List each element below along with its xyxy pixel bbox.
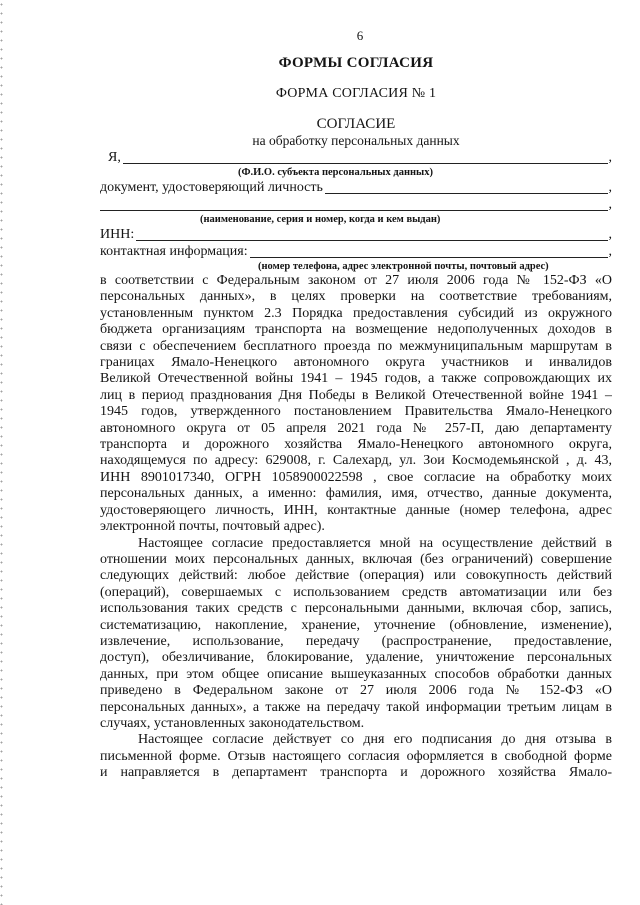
paragraph-3 — [100, 732, 612, 781]
contact-field-row — [100, 243, 612, 260]
document-field-row — [100, 179, 612, 196]
inn-input-line[interactable] — [136, 227, 607, 241]
inn-label: ИНН: — [100, 227, 135, 242]
paragraph-line: Великой Отечественной войны 1941 – 1945 годов, а также сопровождающих их — [100, 371, 612, 387]
paragraph-line: случаях, установленных законодательством. — [100, 715, 365, 731]
paragraph-line: транспорта и дорожного хозяйства Ямало-Ненецкого автономного округа, — [100, 437, 612, 453]
name-comma: , — [608, 150, 612, 165]
document-title: СОГЛАСИЕ — [316, 116, 396, 132]
scan-edge-dots — [0, 0, 3, 905]
paragraph-line: границах Ямало-Ненецкого автономного округа участников и инвалидов — [100, 355, 612, 371]
paragraph-line: автономного округа от 05 апреля 2021 года № 257-П, даю департаменту — [100, 420, 612, 436]
paragraph-line: удостоверяющего личность, ИНН, контактные данные (номер телефона, адрес — [100, 502, 612, 518]
paragraph-line: лиц в период празднования Дня Победы в Великой Отечественной войне 1941 – — [100, 387, 612, 403]
paragraph-line: (операций), совершаемых с использованием средств автоматизации или без — [100, 584, 612, 600]
document-field-row-2 — [100, 196, 612, 213]
paragraph-line: персональных данных», в целях проверки на соответствие требованиям, — [100, 289, 612, 305]
consent-body — [100, 273, 612, 782]
paragraph-line: 1945 годов, утвержденного постановлением Правительства Ямало-Ненецкого — [100, 404, 612, 420]
page-number: 6 — [356, 28, 364, 43]
paragraph-line: находящемуся по адресу: 629008, г. Салехард, ул. Зои Космодемьянской , д. 43, — [100, 453, 612, 469]
document-input-line[interactable] — [325, 180, 608, 194]
paragraph-line: доступ), обезличивание, блокирование, удаление, уничтожение персональных — [100, 650, 612, 666]
paragraph-line: и направляется в департамент транспорта и дорожного хозяйства Ямало- — [100, 765, 612, 781]
document-caption: (наименование, серия и номер, когда и кем выдан) — [200, 214, 441, 225]
paragraph-line: использования таких средств с персональными данными, включая сбор, запись, — [100, 601, 612, 617]
paragraph-line: в соответствии с Федеральным законом от 27 июля 2006 года № 152-ФЗ «О — [100, 273, 612, 288]
paragraph-line: ИНН 8901017340, ОГРН 1058900022598 , свое согласие на обработку моих — [100, 469, 612, 485]
document-page — [100, 28, 612, 782]
document-label: документ, удостоверяющий личность — [100, 180, 323, 195]
name-input-line[interactable] — [123, 150, 608, 164]
paragraph-line: Настоящее согласие действует со дня его подписания до дня отзыва в — [138, 732, 612, 748]
name-field-row — [100, 149, 612, 166]
contact-caption: (номер телефона, адрес электронной почты, почтовый адрес) — [258, 261, 549, 272]
paragraph-2 — [100, 536, 612, 733]
contact-comma: , — [608, 244, 612, 259]
document-comma-2: , — [608, 197, 612, 212]
section-title: ФОРМЫ СОГЛАСИЯ — [278, 55, 434, 71]
document-input-line-2[interactable] — [100, 197, 608, 211]
contact-input-line[interactable] — [250, 244, 608, 258]
paragraph-line: установленным пунктом 2.3 Порядка предоставления субсидий из окружного — [100, 305, 612, 321]
contact-label: контактная информация: — [100, 244, 248, 259]
paragraph-line: связи с обеспечением бесплатного проезда по межмуниципальным маршрутам в — [100, 338, 612, 354]
paragraph-line: систематизацию, накопление, хранение, уточнение (обновление, изменение), — [100, 617, 612, 633]
name-label: Я, — [108, 150, 121, 165]
paragraph-1 — [100, 273, 612, 536]
paragraph-line: персональных данных, а именно: фамилия, имя, отчество, данные документа, — [100, 486, 612, 502]
paragraph-line: данных, при этом общее описание вышеуказанных способов обработки данных — [100, 666, 612, 682]
paragraph-line: письменной форме. Отзыв настоящего согласия оформляется в свободной форме — [100, 748, 612, 764]
name-caption: (Ф.И.О. субъекта персональных данных) — [238, 167, 433, 178]
form-title: ФОРМА СОГЛАСИЯ № 1 — [275, 86, 437, 101]
inn-comma: , — [608, 227, 612, 242]
paragraph-line: Настоящее согласие предоставляется мной на осуществление действий в — [138, 535, 612, 551]
paragraph-line: персональных данных», а также на передачу такой информации третьим лицам в — [100, 699, 612, 715]
paragraph-line: отношении моих персональных данных, включая (без ограничений) совершение — [100, 551, 612, 567]
inn-field-row — [100, 226, 612, 243]
document-subtitle: на обработку персональных данных — [252, 133, 460, 148]
paragraph-line: приведено в Федеральном законе от 27 июля 2006 года № 152-ФЗ «О — [100, 683, 612, 699]
paragraph-line: извлечение, использование, передачу (распространение, предоставление, — [100, 633, 612, 649]
paragraph-line: следующих действий: любое действие (операция) или совокупность действий — [100, 568, 612, 584]
paragraph-line: бюджета организациям транспорта на возмещение недополученных доходов в — [100, 322, 612, 338]
document-comma: , — [608, 180, 612, 195]
paragraph-line: электронной почты, почтовый адрес). — [100, 519, 325, 535]
